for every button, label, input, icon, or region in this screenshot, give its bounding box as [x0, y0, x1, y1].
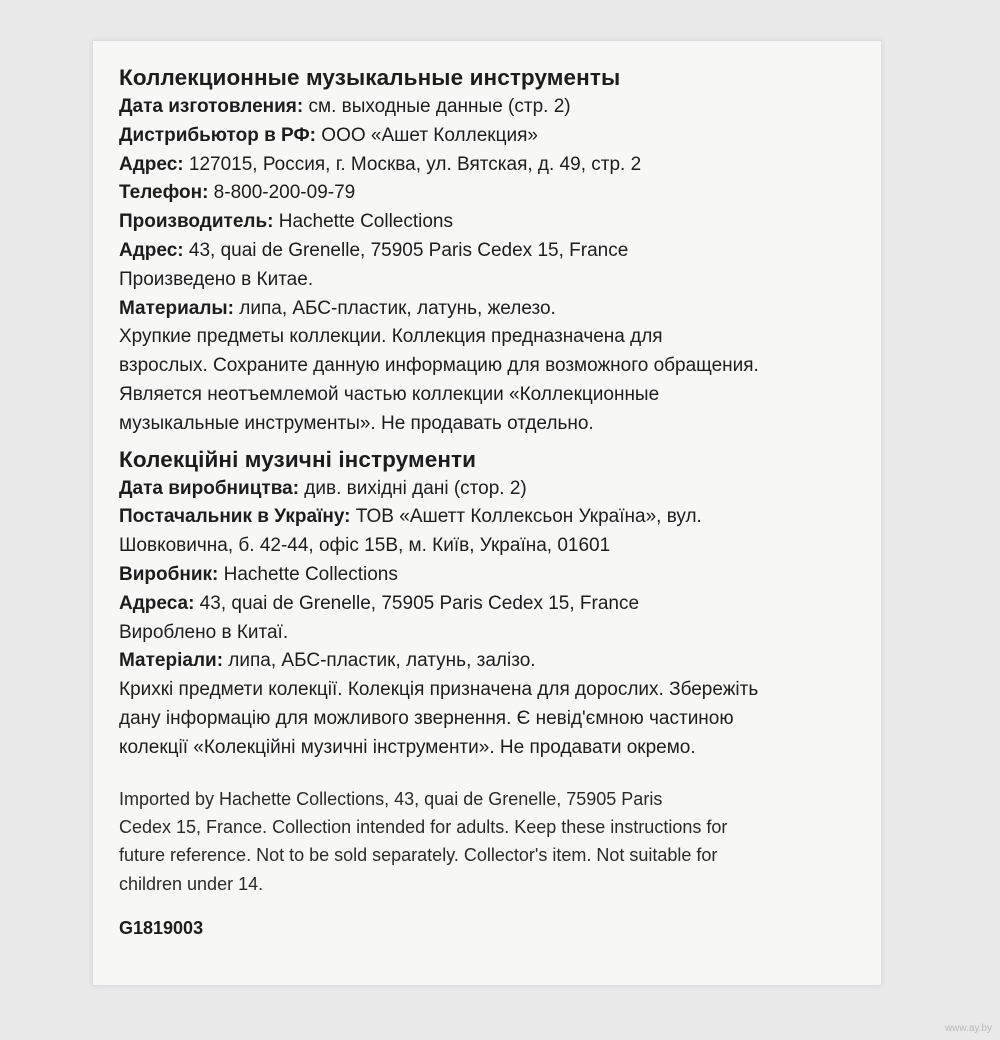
- ru-phone-line: [119, 179, 857, 208]
- ua-supplier-value: ТОВ «Ашетт Коллексьон Україна», вул.: [350, 506, 702, 528]
- ru-phone-label: Телефон:: [119, 182, 209, 204]
- ua-manufacturer-value: Hachette Collections: [218, 563, 398, 585]
- ru-maker-address-line: [119, 237, 857, 266]
- product-code: G1819003: [119, 918, 204, 939]
- ru-date-value: см. выходные данные (стр. 2): [303, 96, 571, 117]
- product-info-label: [92, 40, 882, 986]
- ua-materials-line: [119, 647, 857, 676]
- ua-date-label: Дата виробництва:: [119, 477, 300, 499]
- ru-materials-label: Материалы:: [119, 297, 234, 319]
- russian-title: Коллекционные музыкальные инструменты: [119, 65, 621, 90]
- ua-manufacturer-line: [119, 561, 857, 590]
- ua-manufacturer-label: Виробник:: [119, 563, 219, 585]
- watermark: www.ay.by: [944, 1023, 992, 1034]
- ru-maker-address-value: 43, quai de Grenelle, 75905 Paris Cedex 15, France: [183, 239, 629, 261]
- en-notice-line: future reference. Not to be sold separately. Collector's item. Not suitable for: [119, 845, 718, 866]
- ru-address-value: 127015, Россия, г. Москва, ул. Вятская, д. 49, стр. 2: [183, 153, 642, 175]
- english-notice: [119, 785, 857, 899]
- ua-address-line: [119, 590, 857, 619]
- ua-address-value: 43, quai de Grenelle, 75905 Paris Cedex 15, France: [194, 592, 640, 614]
- ru-phone-value: 8-800-200-09-79: [208, 182, 356, 204]
- ua-materials-label: Матеріали:: [119, 650, 224, 672]
- ru-notice-line: Хрупкие предметы коллекции. Коллекция предназначена для: [119, 326, 663, 348]
- ru-notice-line: музыкальные инструменты». Не продавать отдельно.: [119, 412, 594, 434]
- ua-notice-line: дану інформацію для можливого звернення. Є невід'ємною частиною: [119, 707, 734, 729]
- ua-supplier-line-2: Шовковична, б. 42-44, офіс 15В, м. Київ, Україна, 01601: [119, 535, 611, 557]
- ua-supplier-line: [119, 503, 857, 532]
- ru-maker-address-label: Адрес:: [119, 239, 184, 261]
- ru-made-in: Произведено в Китае.: [119, 268, 314, 290]
- en-notice-line: Cedex 15, France. Collection intended for adults. Keep these instructions for: [119, 816, 728, 837]
- ru-distributor-line: [119, 122, 857, 151]
- ua-date-value: див. вихідні дані (стор. 2): [299, 477, 527, 499]
- ru-notice-line: Является неотъемлемой частью коллекции «Коллекционные: [119, 383, 660, 405]
- en-notice-line: Imported by Hachette Collections, 43, quai de Grenelle, 75905 Paris: [119, 788, 663, 809]
- ua-materials-value: липа, АБС-пластик, латунь, залізо.: [223, 650, 536, 672]
- ru-address-line: [119, 151, 857, 180]
- ru-manufacturer-line: [119, 208, 857, 237]
- ru-manufacturer-label: Производитель:: [119, 211, 274, 233]
- ru-distributor-value: ООО «Ашет Коллекция»: [316, 124, 538, 146]
- ua-address-label: Адреса:: [119, 592, 195, 614]
- ru-date-line: [119, 93, 857, 122]
- ru-date-label: Дата изготовления:: [119, 96, 304, 117]
- ru-address-label: Адрес:: [119, 153, 184, 175]
- ru-notice-line: взрослых. Сохраните данную информацию для возможного обращения.: [119, 355, 759, 377]
- ua-made-in: Вироблено в Китаї.: [119, 621, 289, 643]
- en-notice-line: children under 14.: [119, 873, 264, 894]
- ua-supplier-label: Постачальник в Україну:: [119, 506, 351, 528]
- ru-distributor-label: Дистрибьютор в РФ:: [119, 124, 317, 146]
- ua-notice-line: Крихкі предмети колекції. Колекція призначена для дорослих. Збережіть: [119, 679, 759, 701]
- ru-materials-line: [119, 295, 857, 324]
- ua-date-line: [119, 475, 857, 504]
- ru-materials-value: липа, АБС-пластик, латунь, железо.: [233, 297, 556, 319]
- ru-manufacturer-value: Hachette Collections: [273, 211, 454, 233]
- ukrainian-title: Колекційні музичні інструменти: [119, 446, 477, 472]
- ua-notice-line: колекції «Колекційні музичні інструменти». Не продавати окремо.: [119, 736, 696, 758]
